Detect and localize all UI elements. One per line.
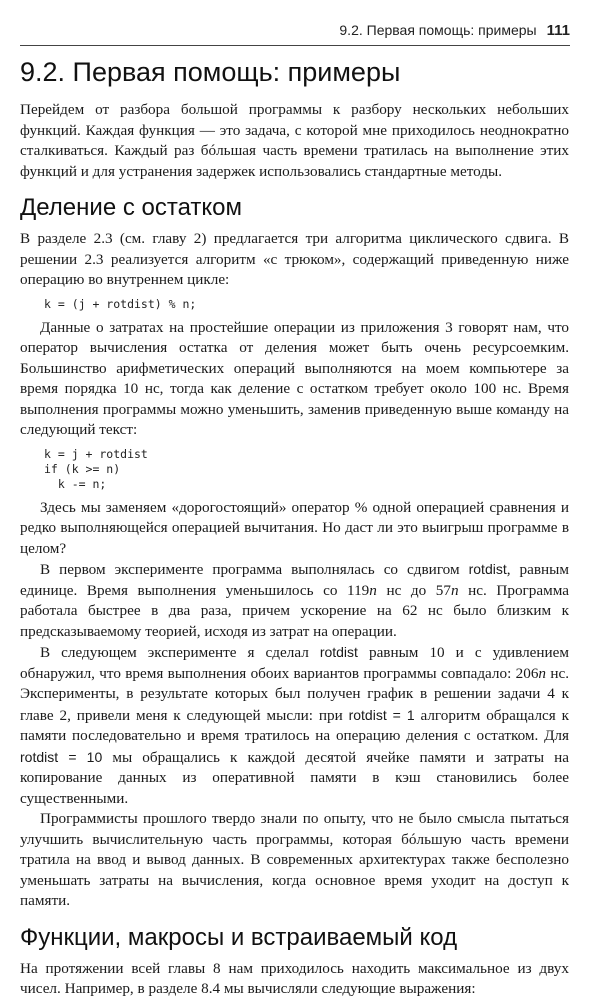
running-header: [30, 22, 570, 39]
header-rule: [20, 45, 570, 46]
division-paragraph-1: В разделе 2.3 (см. главу 2) предлагается три алгоритма циклического сдвига. В решении 2.3 реализуется алгоритм «с трюком», содержащий приведенную ниже операцию во внутреннем цикле:: [20, 230, 569, 288]
code-block-compare: k = j + rotdist if (k >= n) k -= n;: [44, 446, 148, 491]
code-block-modulo: k = (j + rotdist) % n;: [44, 296, 197, 311]
division-paragraph-3: Здесь мы заменяем «дорогостоящий» оператор % одной операцией сравнения и редко выполняющейся операцией вычитания. Но даст ли это выигрыш программе в целом?: [20, 498, 569, 557]
section-intro: Перейдем от разбора большой программы к разбору нескольких небольших функций. Каждая функция — это задача, с которой мне приходилось неоднократно сталкиваться. Каждый раз бóльшая часть времени тратилась на выполнение этих функций и для устранения задержек использовались стандартные методы.: [20, 101, 569, 180]
section-title: 9.2. Первая помощь: примеры: [20, 57, 401, 87]
inline-code: rotdist = 1: [348, 706, 415, 723]
division-paragraph-4: В первом эксперименте программа выполнялась со сдвигом rotdist, равным единице. Время выполнения уменьшилось со 119n нс до 57n нс. Программа работала быстрее в два раза, причем ускорение на 62 нс было близким к предсказываемому теорией, исходя из затрат на операции.: [20, 561, 569, 640]
subsection-title-division: Деление с остатком: [20, 194, 242, 221]
division-paragraph-6: Программисты прошлого твердо знали по опыту, что не было смысла пытаться улучшить вычислительную часть программы, которая бóльшую часть времени тратила на ввод и вывод данных. В современных архитектурах также бесполезно уменьшать затраты на вычисления, когда основное время уходит на доступ к памяти.: [20, 810, 569, 909]
division-paragraph-2: Данные о затратах на простейшие операции из приложения 3 говорят нам, что оператор вычисления остатка от деления может быть очень ресурсоемким. Большинство арифметических операций выполняются на моем компьютере за время порядка 10 нс, тогда как деление с остатком требует около 100 нс. Время выполнения программы можно уменьшить, заменив приведенную выше команду на следующий текст:: [20, 318, 569, 438]
inline-code: rotdist: [319, 644, 358, 660]
inline-code: rotdist = 10: [20, 748, 103, 765]
inline-code: rotdist: [468, 561, 507, 577]
division-paragraph-5: В следующем эксперименте я сделал rotdist равным 10 и с удивлением обнаружил, что время выполнения обоих вариантов программы совпадало: 206n нс. Эксперименты, в результате которых был получен график в решении задачи 4 к главе 2, привели меня к следующей мысли: при rotdist = 1 алгоритм обращался к памяти последовательно и время тратилось на операцию деления с остатком. Для rotdist = 10 мы обращались к каждой десятой ячейке памяти и затраты на копирование данных из оперативной памяти в кэш становились более существенными.: [20, 644, 569, 807]
page-content: [20, 54, 569, 1000]
functions-paragraph-1: На протяжении всей главы 8 нам приходилось находить максимальное из двух чисел. Например, в разделе 8.4 мы вычисляли следующие выражения:: [20, 959, 569, 997]
running-title: 9.2. Первая помощь: примеры: [339, 22, 537, 38]
page-number: 111: [546, 22, 570, 39]
subsection-title-functions: Функции, макросы и встраиваемый код: [20, 923, 458, 951]
